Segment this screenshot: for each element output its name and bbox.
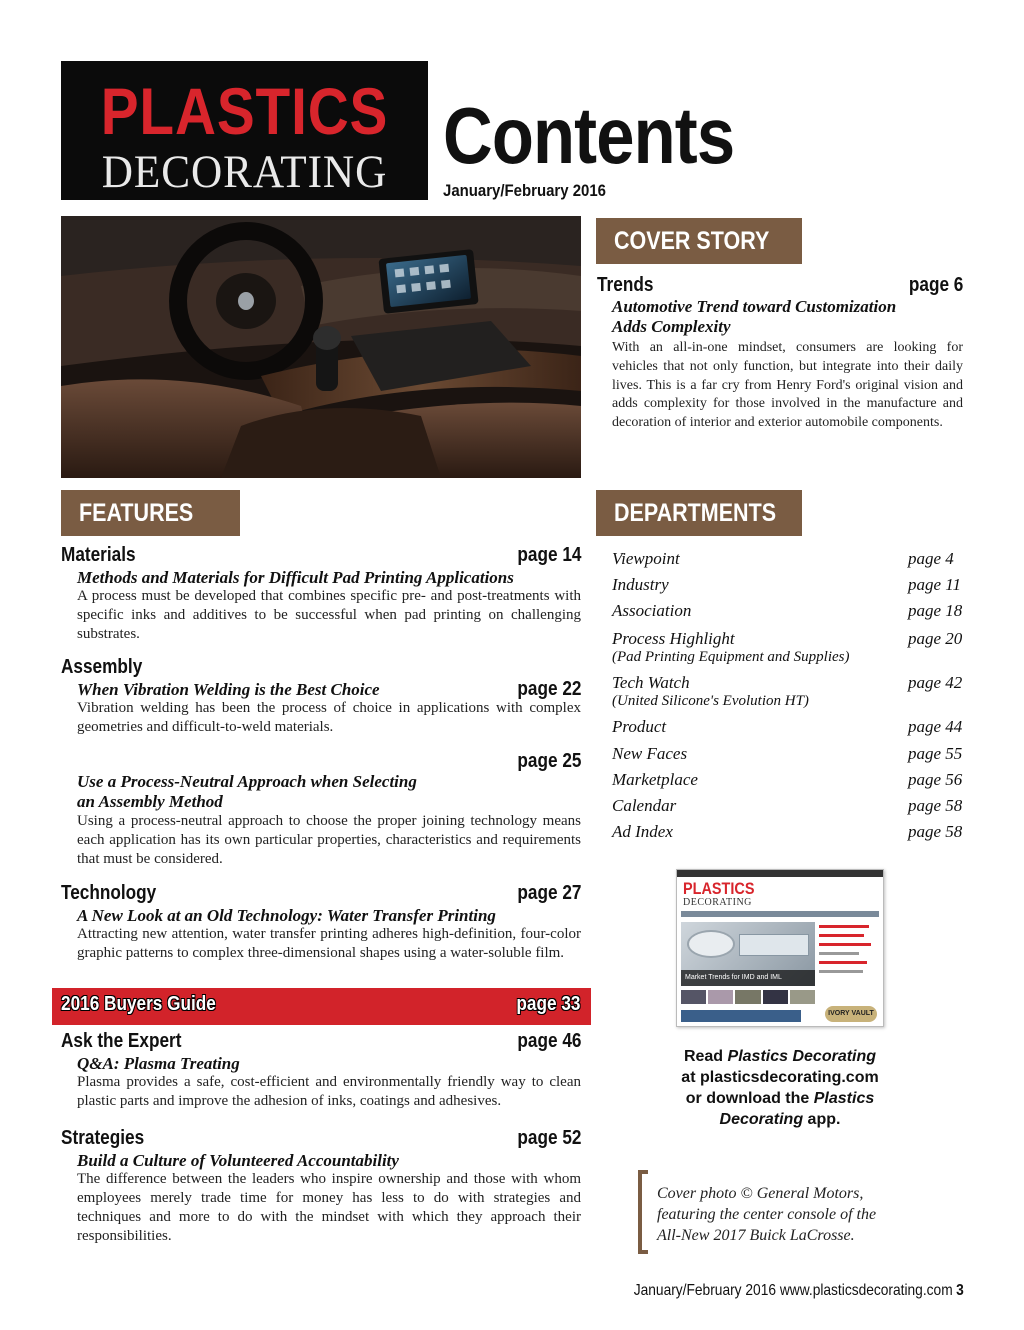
dept-new-faces[interactable]: New Faces xyxy=(612,744,688,763)
read-note-magazine: Plastics Decorating xyxy=(727,1048,877,1065)
photo-credit-line2: featuring the center console of the xyxy=(657,1206,877,1223)
dept-viewpoint[interactable]: Viewpoint xyxy=(612,549,680,568)
read-note-magazine-2a: Plastics xyxy=(813,1090,875,1107)
cover-story-label: COVER STORY xyxy=(614,227,770,255)
technology-page[interactable]: page 27 xyxy=(516,882,581,904)
read-note-or-download: or download the xyxy=(685,1090,814,1107)
read-online-note xyxy=(664,1046,896,1130)
assembly2-page[interactable]: page 25 xyxy=(516,750,581,772)
dept-association[interactable]: Association xyxy=(612,601,692,620)
cover-story-description: With an all-in-one mindset, consumers are looking for vehicles that not only function, but integrate into their daily lives. This is a far cry from Henry Ford's original vision and adds complexity for those involved in the manufacture and decoration of interior and exterior automobile components. xyxy=(612,340,963,431)
issue-date: January/February 2016 xyxy=(443,181,606,200)
dept-industry[interactable]: Industry xyxy=(612,575,669,594)
photo-credit xyxy=(657,1183,907,1246)
buyers-guide-bar[interactable] xyxy=(52,988,591,1025)
assembly2-headline-line1: Use a Process-Neutral Approach when Selecting xyxy=(77,772,417,791)
assembly-description: Vibration welding has been the process of choice in applications with complex geometries and difficult-to-weld materials. xyxy=(77,700,581,735)
technology-headline[interactable]: A New Look at an Old Technology: Water Transfer Printing xyxy=(77,906,496,925)
strategies-page[interactable]: page 52 xyxy=(516,1127,581,1149)
plastics-decorating-logo xyxy=(61,61,428,200)
strategies-description: The difference between the leaders who inspire ownership and those with whom employees merely trade time for money has less to do with strategies and techniques and more to do with the mindset with which they approach their responsibilities. xyxy=(77,1171,581,1244)
cover-story-header xyxy=(596,218,802,264)
thumb-ad-badge: IVORY VAULT xyxy=(825,1006,877,1022)
dept-tech-watch[interactable]: Tech Watch xyxy=(612,673,690,692)
technology-description: Attracting new attention, water transfer printing adheres high-definition, four-color graphic patterns to complex three-dimensional shapes using a water-soluble film. xyxy=(77,926,581,961)
page-footer xyxy=(634,1282,964,1300)
read-note-read: Read xyxy=(683,1048,728,1065)
thumb-logo-line2: DECORATING xyxy=(683,897,752,908)
dept-process-highlight[interactable]: Process Highlight xyxy=(612,629,735,648)
dept-association-page[interactable]: page 18 xyxy=(908,601,963,620)
materials-category: Materials xyxy=(61,544,136,566)
read-note-website[interactable]: at plasticsdecorating.com xyxy=(681,1069,879,1086)
features-header xyxy=(61,490,240,536)
cover-story-headline-line1: Automotive Trend toward Customization xyxy=(612,297,897,316)
dept-product-page[interactable]: page 44 xyxy=(908,717,963,736)
thumb-banner: Market Trends for IMD and IML xyxy=(681,970,815,986)
ask-expert-headline[interactable]: Q&A: Plasma Treating xyxy=(77,1054,240,1073)
materials-page[interactable]: page 14 xyxy=(516,544,581,566)
cover-story-page[interactable]: page 6 xyxy=(908,274,963,296)
buyers-guide-label: 2016 Buyers Guide xyxy=(61,993,216,1015)
dept-industry-page[interactable]: page 11 xyxy=(908,575,962,594)
read-note-app: app. xyxy=(803,1111,841,1128)
read-note-magazine-2b: Decorating xyxy=(719,1111,804,1128)
departments-label: DEPARTMENTS xyxy=(614,499,777,527)
strategies-category: Strategies xyxy=(61,1127,145,1149)
cover-story-headline-line2: Adds Complexity xyxy=(612,317,731,336)
features-label: FEATURES xyxy=(79,499,194,527)
assembly2-headline-line2: an Assembly Method xyxy=(77,792,223,811)
thumb-logo-line1: PLASTICS xyxy=(683,879,755,898)
dept-marketplace-page[interactable]: page 56 xyxy=(908,770,963,789)
website-screenshot-thumbnail[interactable] xyxy=(676,869,884,1027)
strategies-headline[interactable]: Build a Culture of Volunteered Accountability xyxy=(77,1151,399,1170)
page-number: 3 xyxy=(956,1282,964,1299)
materials-headline[interactable]: Methods and Materials for Difficult Pad Printing Applications xyxy=(77,568,514,587)
dept-calendar-page[interactable]: page 58 xyxy=(908,796,963,815)
ask-expert-page[interactable]: page 46 xyxy=(516,1030,581,1052)
dept-ad-index[interactable]: Ad Index xyxy=(612,822,673,841)
assembly-headline[interactable]: When Vibration Welding is the Best Choice xyxy=(77,680,380,699)
logo-line-plastics: PLASTICS xyxy=(100,74,389,148)
cover-story-category: Trends xyxy=(597,274,654,296)
dept-process-highlight-sub: (Pad Printing Equipment and Supplies) xyxy=(612,649,850,665)
buyers-guide-page: page 33 xyxy=(515,993,580,1015)
materials-description: A process must be developed that combines specific pre- and post-treatments with specific inks and additives to be successful when pad printing on challenging substrates. xyxy=(77,588,581,642)
dept-tech-watch-page[interactable]: page 42 xyxy=(908,673,963,692)
assembly-page[interactable]: page 22 xyxy=(516,678,581,700)
logo-line-decorating: DECORATING xyxy=(101,146,388,198)
footer-text: January/February 2016 www.plasticsdecorating.com xyxy=(633,1282,953,1299)
cover-story-headline[interactable] xyxy=(612,297,972,337)
dept-process-highlight-page[interactable]: page 20 xyxy=(908,629,963,648)
assembly2-headline[interactable] xyxy=(77,772,581,812)
assembly2-description: Using a process-neutral approach to choose the proper joining technology means each application has its own particular properties, characteristics and requirements that must be considered. xyxy=(77,813,581,867)
photo-credit-line3: All-New 2017 Buick LaCrosse. xyxy=(657,1227,855,1244)
dept-product[interactable]: Product xyxy=(612,717,667,736)
dept-viewpoint-page[interactable]: page 4 xyxy=(908,549,954,568)
page-title: Contents xyxy=(443,91,735,180)
technology-category: Technology xyxy=(61,882,157,904)
credit-bracket xyxy=(638,1170,648,1254)
dept-new-faces-page[interactable]: page 55 xyxy=(908,744,963,763)
assembly-category: Assembly xyxy=(61,656,143,678)
ask-expert-category: Ask the Expert xyxy=(61,1030,182,1052)
photo-credit-line1: Cover photo © General Motors, xyxy=(657,1185,864,1202)
departments-header xyxy=(596,490,802,536)
cover-photo-car-interior xyxy=(61,216,581,478)
dept-tech-watch-sub: (United Silicone's Evolution HT) xyxy=(612,693,809,709)
dept-ad-index-page[interactable]: page 58 xyxy=(908,822,963,841)
ask-expert-description: Plasma provides a safe, cost-efficient and environmentally friendly way to clean plastic parts and improve the adhesion of inks, coatings and adhesives. xyxy=(77,1074,581,1109)
dept-marketplace[interactable]: Marketplace xyxy=(612,770,698,789)
dept-calendar[interactable]: Calendar xyxy=(612,796,677,815)
